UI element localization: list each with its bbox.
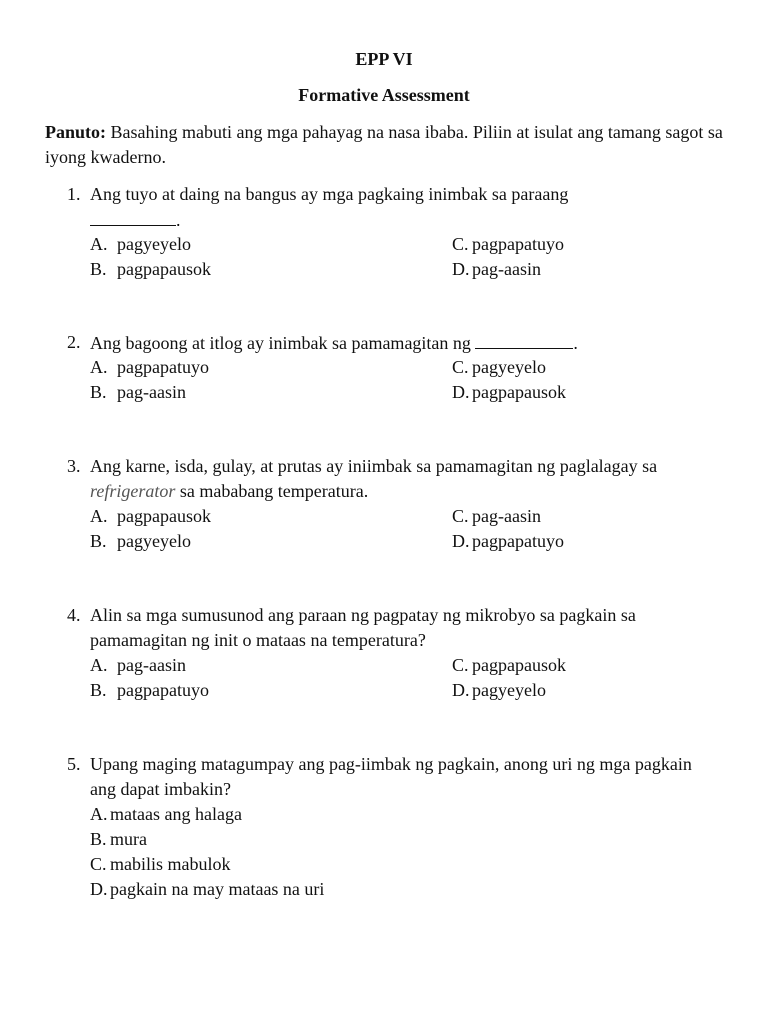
document-title: EPP VI [355, 49, 413, 69]
option-text: pagyeyelo [472, 680, 546, 700]
option-letter: C. [452, 506, 469, 526]
question-text-end: . [573, 333, 578, 353]
option-a [90, 653, 186, 678]
option-a [90, 355, 209, 380]
option-letter: B. [90, 259, 107, 279]
option-text: pagpapatuyo [117, 357, 209, 377]
question-text-end: sa mababang temperatura. [175, 481, 369, 501]
option-text: pagyeyelo [117, 234, 191, 254]
question-text-emphasis: refrigerator [90, 481, 176, 501]
option-letter: A. [90, 357, 108, 377]
option-letter: C. [90, 854, 107, 874]
option-a [90, 504, 211, 529]
question-number: 3. [67, 456, 81, 476]
option-letter: D. [452, 382, 470, 402]
option-c [452, 232, 564, 257]
question-text: Upang maging matagumpay ang pag-iimbak ng pagkain, anong uri ng mga pagkain ang dapat imbakin? [90, 754, 692, 799]
option-text: pagpapausok [117, 259, 211, 279]
option-d [452, 529, 564, 554]
option-d [452, 380, 566, 405]
option-letter: A. [90, 655, 108, 675]
instructions [45, 120, 725, 170]
question-text-part: Ang tuyo at daing na bangus ay mga pagkaing inimbak sa paraang [90, 184, 569, 204]
option-b [90, 678, 209, 703]
answer-blank [90, 207, 176, 226]
option-text: pag-aasin [472, 506, 541, 526]
question-text-end: . [176, 210, 181, 230]
option-letter: A. [90, 234, 108, 254]
option-text: pagpapausok [117, 506, 211, 526]
option-letter: D. [452, 531, 470, 551]
option-letter: B. [90, 382, 107, 402]
option-text: mabilis mabulok [110, 854, 231, 874]
option-text: pagkain na may mataas na uri [110, 879, 325, 899]
question-number: 5. [67, 754, 81, 774]
option-c [452, 653, 566, 678]
question-number: 1. [67, 184, 81, 204]
option-letter: B. [90, 829, 107, 849]
option-letter: B. [90, 680, 107, 700]
question-text [90, 330, 720, 356]
option-text: pagyeyelo [472, 357, 546, 377]
instructions-label: Panuto: [45, 122, 107, 142]
option-letter: B. [90, 531, 107, 551]
option-letter: C. [452, 655, 469, 675]
option-a [90, 232, 191, 257]
option-letter: A. [90, 804, 108, 824]
option-d [452, 678, 546, 703]
question-text [90, 454, 720, 504]
option-text: pagpapausok [472, 382, 566, 402]
option-text: pag-aasin [472, 259, 541, 279]
option-text: pag-aasin [117, 655, 186, 675]
answer-blank [475, 330, 573, 349]
option-text: pagpapatuyo [472, 531, 564, 551]
option-b [90, 827, 147, 852]
option-letter: D. [90, 879, 108, 899]
question-number: 4. [67, 605, 81, 625]
option-letter: A. [90, 506, 108, 526]
option-c [90, 852, 231, 877]
option-text: pagpapatuyo [117, 680, 209, 700]
option-d [452, 257, 541, 282]
option-b [90, 529, 191, 554]
option-text: pagyeyelo [117, 531, 191, 551]
option-letter: C. [452, 234, 469, 254]
instructions-text: Basahing mabuti ang mga pahayag na nasa ibaba. Piliin at isulat ang tamang sagot sa iyong kwaderno. [45, 122, 723, 167]
option-text: pagpapausok [472, 655, 566, 675]
question-text-part: Ang bagoong at itlog ay inimbak sa pamamagitan ng [90, 333, 476, 353]
option-letter: D. [452, 259, 470, 279]
option-d [90, 877, 324, 902]
option-text: pagpapatuyo [472, 234, 564, 254]
question-text [90, 182, 720, 233]
option-b [90, 380, 186, 405]
option-c [452, 504, 541, 529]
option-c [452, 355, 546, 380]
option-text: mura [110, 829, 147, 849]
question-number: 2. [67, 332, 81, 352]
option-letter: D. [452, 680, 470, 700]
option-text: mataas ang halaga [110, 804, 242, 824]
question-text: Alin sa mga sumusunod ang paraan ng pagpatay ng mikrobyo sa pagkain sa pamamagitan ng init o mataas na temperatura? [90, 605, 636, 650]
document-subtitle: Formative Assessment [298, 85, 470, 105]
option-letter: C. [452, 357, 469, 377]
option-b [90, 257, 211, 282]
option-text: pag-aasin [117, 382, 186, 402]
question-text-part: Ang karne, isda, gulay, at prutas ay iniimbak sa pamamagitan ng paglalagay sa [90, 456, 658, 476]
option-a [90, 802, 242, 827]
